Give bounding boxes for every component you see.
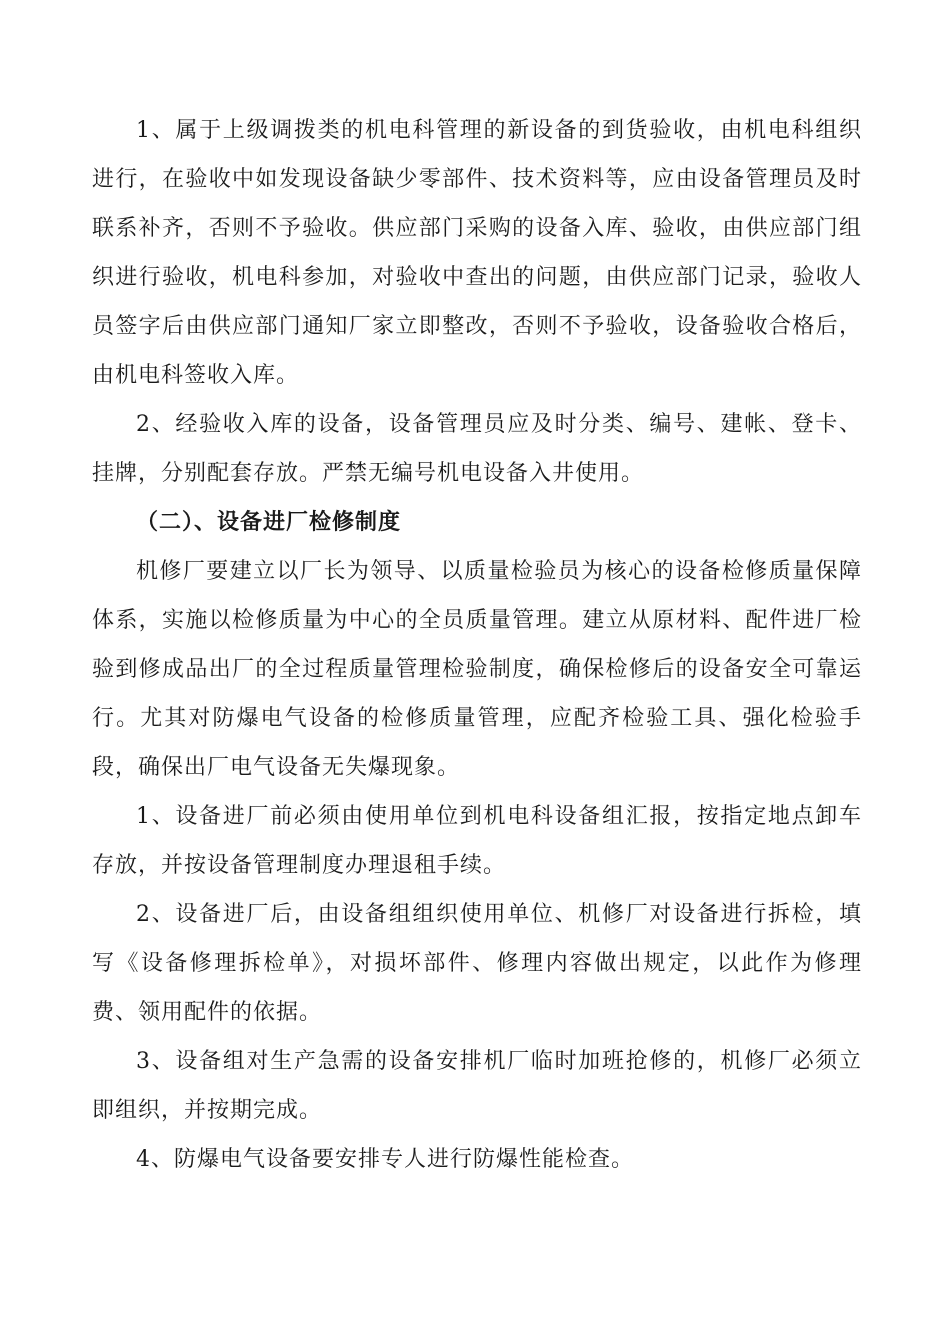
paragraph-acceptance-2: 2、经验收入库的设备，设备管理员应及时分类、编号、建帐、登卡、挂牌，分别配套存放。严禁无编号机电设备入井使用。: [92, 412, 862, 486]
paragraph-rule-4: 4、防爆电气设备要安排专人进行防爆性能检查。: [136, 1147, 634, 1172]
paragraph-section-intro: 机修厂要建立以厂长为领导、以质量检验员为核心的设备检修质量保障体系，实施以检修质量为中心的全员质量管理。建立从原材料、配件进厂检验到修成品出厂的全过程质量管理检验制度，确保检修后的设备安全可靠运行。尤其对防爆电气设备的检修质量管理，应配齐检验工具、强化检验手段，确保出厂电气设备无失爆现象。: [92, 559, 862, 780]
paragraph-rule-3: 3、设备组对生产急需的设备安排机厂临时加班抢修的，机修厂必须立即组织，并按期完成。: [92, 1049, 862, 1123]
section-heading: （二）、设备进厂检修制度: [136, 510, 402, 535]
paragraph-acceptance-1: 1、属于上级调拨类的机电科管理的新设备的到货验收，由机电科组织进行，在验收中如发现设备缺少零部件、技术资料等，应由设备管理员及时联系补齐，否则不予验收。供应部门采购的设备入库、验收，由供应部门组织进行验收，机电科参加，对验收中查出的问题，由供应部门记录，验收人员签字后由供应部门通知厂家立即整改，否则不予验收，设备验收合格后，由机电科签收入库。: [92, 118, 862, 388]
document-body: [92, 106, 862, 1184]
paragraph-rule-1: 1、设备进厂前必须由使用单位到机电科设备组汇报，按指定地点卸车存放，并按设备管理制度办理退租手续。: [92, 804, 862, 878]
paragraph-rule-2: 2、设备进厂后，由设备组组织使用单位、机修厂对设备进行拆检，填写《设备修理拆检单》，对损坏部件、修理内容做出规定，以此作为修理费、领用配件的依据。: [92, 902, 862, 1025]
